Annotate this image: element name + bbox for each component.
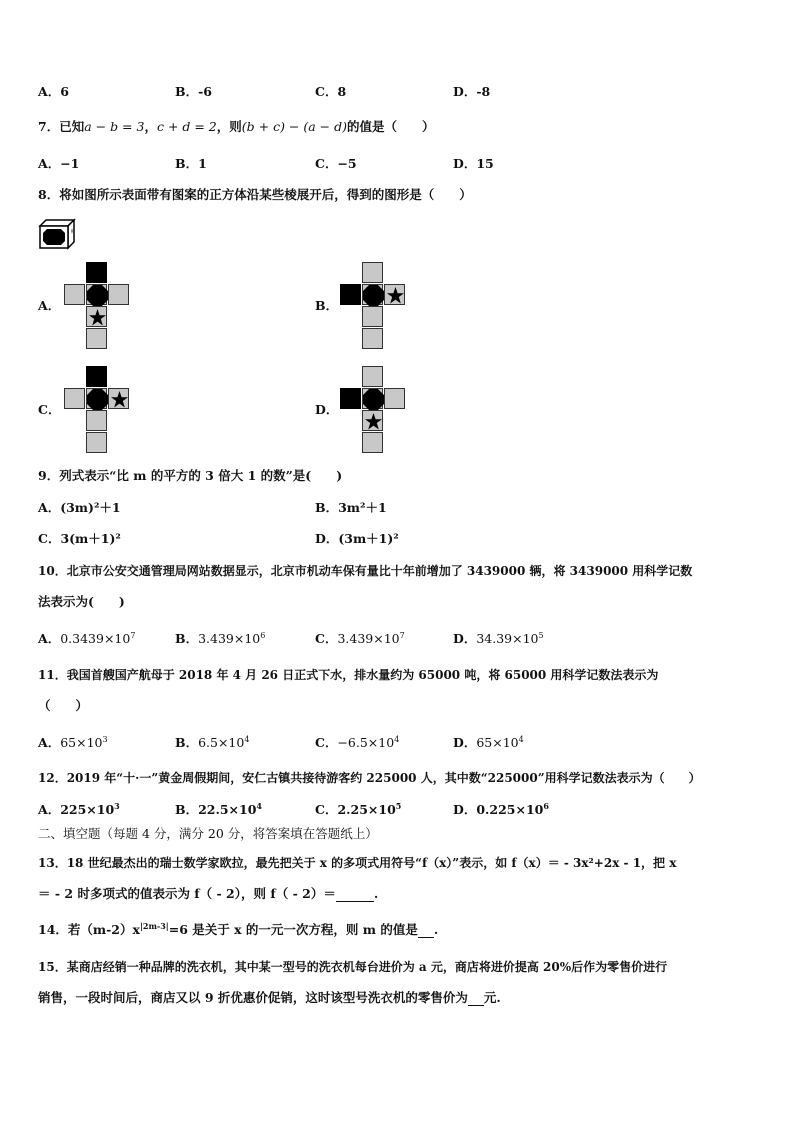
q11-label-d: D．: [453, 735, 477, 750]
net-b-star-face: [384, 284, 405, 305]
q11-stem-line2: （ ）: [38, 698, 89, 713]
q12-option-c: [315, 802, 401, 818]
net-b-black-square: [340, 284, 361, 305]
q14-end: .: [433, 922, 439, 937]
q15-stem-line2: [38, 990, 501, 1006]
q12-label-c: C．: [315, 802, 338, 817]
net-c-face: [86, 410, 107, 431]
net-c: [64, 366, 130, 454]
q10-option-c: [315, 631, 405, 647]
q7-cond1: a − b = 3: [84, 119, 145, 134]
net-d-octagon-face: [362, 388, 383, 409]
net-b-face: [362, 328, 383, 349]
net-c-face: [64, 388, 85, 409]
q9-option-b: B．3m²＋1: [315, 500, 387, 515]
net-d: [340, 366, 406, 454]
q10-exp-c: 7: [399, 630, 405, 640]
q6-option-b: B．-6: [175, 84, 212, 99]
net-a-octagon-face: [86, 284, 107, 305]
octagon-icon: [87, 285, 108, 306]
section-heading: 二、填空题（每题 4 分，满分 20 分，将答案填在答题纸上）: [38, 826, 378, 841]
q10-exp-a: 7: [130, 630, 136, 640]
q11-label-b: B．: [175, 735, 199, 750]
q14-answer-blank[interactable]: [418, 925, 434, 938]
q11-base-d: 65×10: [476, 735, 519, 750]
q12-label-a: A．: [38, 802, 61, 817]
q11-exp-a: 3: [102, 734, 108, 744]
q10-exp-b: 6: [260, 630, 266, 640]
q11-option-a: [38, 735, 108, 751]
q15-stem-line1: 15．某商店经销一种品牌的洗衣机，其中某一型号的洗衣机每台进价为 a 元，商店将进价提高 20%后作为零售价进行: [38, 960, 668, 974]
q11-exp-d: 4: [518, 734, 524, 744]
q13-stem-line1: 13．18 世纪最杰出的瑞士数学家欧拉，最先把关于 x 的多项式用符号“f（x）”表示，如 f（x）＝ - 3x²+2x - 1，把 x: [38, 856, 677, 870]
q6-option-d: D．-8: [453, 84, 491, 99]
net-a-black-square: [86, 262, 107, 283]
net-b-face: [362, 262, 383, 283]
net-c-face: [86, 432, 107, 453]
net-b-octagon-face: [362, 284, 383, 305]
q11-exp-b: 4: [244, 734, 250, 744]
octagon-icon: [363, 285, 384, 306]
q9-option-d: D．(3m＋1)²: [315, 531, 399, 546]
q15-line2-text: 销售，一段时间后，商店又以 9 折优惠价促销，这时该型号洗衣机的零售价为: [38, 990, 468, 1005]
q11-label-c: C．: [315, 735, 338, 750]
q10-base-a: 0.3439×10: [60, 631, 131, 646]
q10-label-b: B．: [175, 631, 199, 646]
cube-figure: [38, 218, 76, 250]
octagon-icon: [87, 389, 108, 410]
q14-prefix: 14．若（m-2）x: [38, 922, 140, 937]
q7-expr: (b + c) − (a − d): [241, 119, 348, 134]
net-c-octagon-face: [86, 388, 107, 409]
q13-stem-line2: [38, 886, 378, 902]
q7-suffix: 的值是（ ）: [347, 119, 435, 134]
q10-base-b: 3.439×10: [198, 631, 261, 646]
q7-sep: ，: [144, 119, 157, 134]
net-a-face: [64, 284, 85, 305]
q12-base-b: 22.5×10: [198, 802, 257, 817]
q11-base-a: 65×10: [60, 735, 103, 750]
q9-option-c: C．3(m＋1)²: [38, 531, 121, 546]
q9-option-a: A．(3m)²＋1: [38, 500, 121, 515]
q12-option-b: [175, 802, 262, 818]
q7-stem: [38, 119, 435, 135]
q12-exp-d: 6: [543, 800, 549, 811]
q10-option-b: [175, 631, 265, 647]
q12-label-d: D．: [453, 802, 477, 817]
q10-base-d: 34.39×10: [476, 631, 539, 646]
net-b: [340, 262, 406, 350]
q8-label-c: C．: [38, 402, 61, 417]
q10-stem-line1: 10．北京市公安交通管理局网站数据显示，北京市机动车保有量比十年前增加了 3439000 辆，将 3439000 用科学记数: [38, 564, 693, 578]
net-c-black-square: [86, 366, 107, 387]
q11-base-c: −6.5×10: [337, 735, 395, 750]
q8-label-d: D．: [315, 402, 339, 417]
net-d-star-face: [362, 410, 383, 431]
q12-exp-a: 3: [114, 800, 120, 811]
q6-option-c: C．8: [315, 84, 347, 99]
q12-exp-c: 5: [395, 800, 402, 811]
net-a-face: [108, 284, 129, 305]
q7-prefix: 7．已知: [38, 119, 85, 134]
star-icon: [87, 307, 108, 328]
q12-exp-b: 4: [256, 800, 262, 811]
q14-mid: =6 是关于 x 的一元一次方程，则 m 的值是: [168, 922, 418, 937]
q11-label-a: A．: [38, 735, 61, 750]
q12-base-d: 0.225×10: [476, 802, 544, 817]
q7-option-d: D．15: [453, 156, 494, 171]
q12-stem: 12．2019 年“十·一”黄金周假期间，安仁古镇共接待游客约 225000 人，其中数“225000”用科学记数法表示为（ ）: [38, 771, 701, 785]
star-icon: [385, 285, 406, 306]
net-a-star-face: [86, 306, 107, 327]
q13-line2-text: ＝ - 2 时多项式的值表示为 f（ - 2），则 f（ - 2）＝: [38, 886, 336, 901]
q7-cond2: c + d = 2: [156, 119, 217, 134]
q11-stem-line1: 11．我国首艘国产航母于 2018 年 4 月 26 日正式下水，排水量约为 65000 吨，将 65000 用科学记数法表示为: [38, 668, 659, 682]
q15-line2-end: 元.: [483, 990, 501, 1005]
net-c-star-face: [108, 388, 129, 409]
q12-label-b: B．: [175, 802, 199, 817]
q11-option-b: [175, 735, 249, 751]
q14-exponent: |2m-3|: [139, 920, 169, 931]
q13-answer-blank[interactable]: [336, 889, 374, 902]
q8-label-a: A．: [38, 298, 61, 313]
q7-option-b: B．1: [175, 156, 207, 171]
star-icon: [363, 411, 384, 432]
q10-label-d: D．: [453, 631, 477, 646]
q10-exp-d: 5: [538, 630, 544, 640]
net-d-face: [384, 388, 405, 409]
q8-stem: 8．将如图所示表面带有图案的正方体沿某些棱展开后，得到的图形是（ ）: [38, 187, 472, 202]
q12-base-a: 225×10: [60, 802, 115, 817]
q7-option-a: A．−1: [38, 156, 80, 171]
net-a: [64, 262, 130, 350]
q9-stem: 9．列式表示“比 m 的平方的 3 倍大 1 的数”是( ): [38, 468, 343, 483]
q11-exp-c: 4: [394, 734, 400, 744]
q6-option-a: A．6: [38, 84, 69, 99]
octagon-icon: [363, 389, 384, 410]
star-icon: [109, 389, 130, 410]
q7-option-c: C．−5: [315, 156, 357, 171]
net-d-black-square: [340, 388, 361, 409]
q11-option-c: [315, 735, 399, 751]
net-d-face: [362, 432, 383, 453]
net-d-face: [362, 366, 383, 387]
q15-answer-blank[interactable]: [468, 993, 484, 1006]
q13-line2-end: .: [373, 886, 379, 901]
net-b-face: [362, 306, 383, 327]
q8-label-b: B．: [315, 298, 339, 313]
q11-option-d: [453, 735, 524, 751]
q12-option-d: [453, 802, 549, 818]
q7-mid: ，则: [216, 119, 242, 134]
q10-stem-line2: 法表示为( ): [38, 594, 125, 609]
net-a-face: [86, 328, 107, 349]
q14-stem: [38, 922, 438, 938]
q10-option-a: [38, 631, 135, 647]
q11-base-b: 6.5×10: [198, 735, 245, 750]
q10-base-c: 3.439×10: [337, 631, 400, 646]
q10-label-a: A．: [38, 631, 61, 646]
q12-option-a: [38, 802, 120, 818]
q12-base-c: 2.25×10: [337, 802, 396, 817]
q10-option-d: [453, 631, 544, 647]
q10-label-c: C．: [315, 631, 338, 646]
